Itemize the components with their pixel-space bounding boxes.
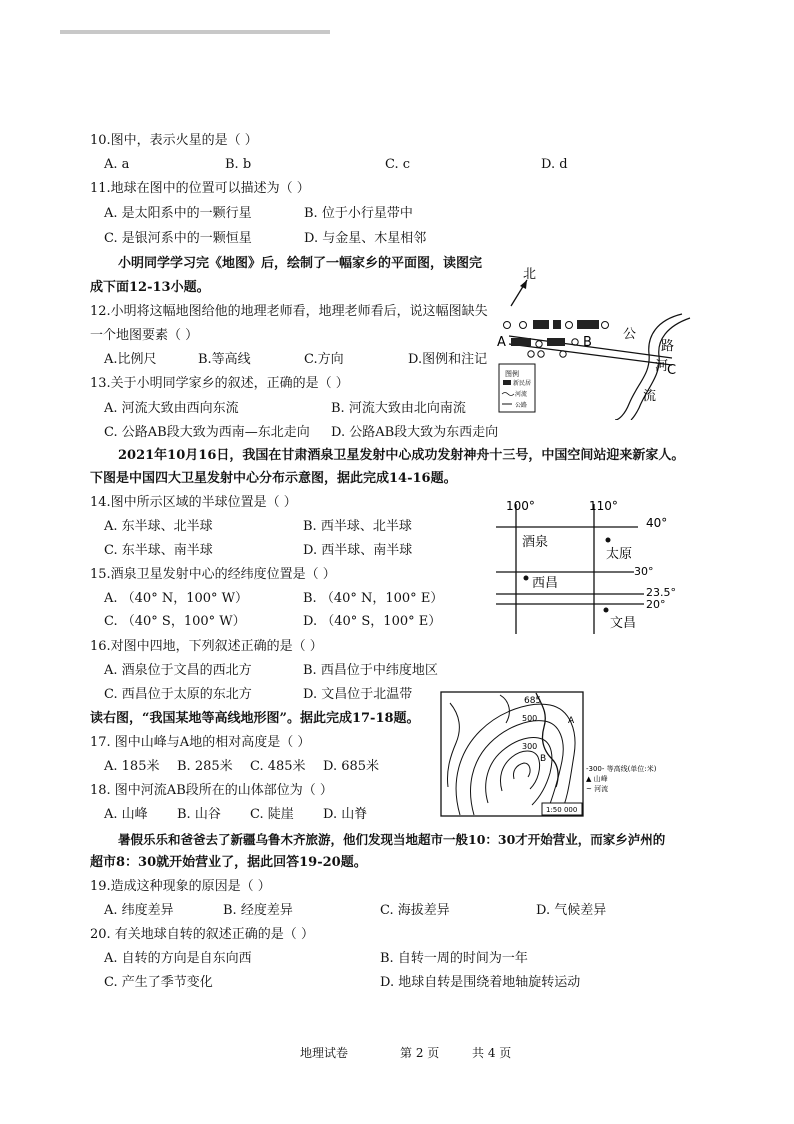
city-jiuquan: 酒泉 bbox=[522, 535, 549, 550]
q20-stem: 20. 有关地球自转的叙述正确的是（ ） bbox=[90, 927, 314, 942]
contour-500: 500 bbox=[522, 714, 538, 723]
q20-option-a: A. 自转的方向是自东向西 bbox=[104, 951, 252, 966]
q18-option-c: C. 陡崖 bbox=[250, 807, 294, 822]
village-row-top bbox=[504, 320, 609, 329]
q14-option-b: B. 西半球、北半球 bbox=[303, 519, 412, 534]
q15-option-d: D. （40° S，100° E） bbox=[303, 614, 442, 629]
city-wenchang: 文昌 bbox=[610, 616, 637, 631]
q12-option-d: D.图例和注记 bbox=[408, 352, 488, 367]
q20-option-b: B. 自转一周的时间为一年 bbox=[380, 951, 528, 966]
q16-option-c: C. 西昌位于太原的东北方 bbox=[104, 687, 252, 702]
intro19-line2: 超市8：30就开始营业了，据此回答19-20题。 bbox=[90, 855, 367, 870]
q13-option-c: C. 公路AB段大致为西南—东北走向 bbox=[104, 425, 310, 440]
q11-option-d: D. 与金星、木星相邻 bbox=[304, 231, 427, 246]
legend-title: 图例 bbox=[505, 370, 519, 378]
footer-page: 第 2 页 bbox=[400, 1046, 440, 1060]
lon-110-label: 110° bbox=[589, 499, 618, 513]
river-label-1: 河 bbox=[655, 359, 669, 374]
intro12-line1: 小明同学学习完《地图》后，绘制了一幅家乡的平面图，读图完 bbox=[118, 256, 483, 271]
legend-item-3: 公路 bbox=[515, 402, 528, 409]
q18-stem: 18. 图中河流AB段所在的山体部位为（ ） bbox=[90, 783, 333, 798]
q15-stem: 15.酒泉卫星发射中心的经纬度位置是（ ） bbox=[90, 567, 336, 582]
q15-option-b: B. （40° N，100° E） bbox=[303, 591, 444, 606]
q19-option-b: B. 经度差异 bbox=[223, 903, 293, 918]
q13-stem: 13.关于小明同学家乡的叙述，正确的是（ ） bbox=[90, 376, 349, 391]
q12-option-c: C.方向 bbox=[304, 352, 344, 367]
q17-stem: 17. 图中山峰与A地的相对高度是（ ） bbox=[90, 735, 311, 750]
q12-stem-line1: 12.小明将这幅地图给他的地理老师看，地理老师看后，说这幅图缺失 bbox=[90, 304, 488, 319]
q18-option-a: A. 山峰 bbox=[104, 807, 148, 822]
header-scan-noise bbox=[60, 30, 330, 34]
peak-elevation: 685 bbox=[524, 696, 542, 706]
map-scale: 1:50 000 bbox=[546, 806, 578, 814]
q12-option-a: A.比例尺 bbox=[104, 352, 157, 367]
lon-100-label: 100° bbox=[506, 499, 535, 513]
legend-item-2: 河流 bbox=[515, 391, 528, 398]
q11-option-a: A. 是太阳系中的一颗行星 bbox=[104, 206, 252, 221]
contour-legend-2: ▲ 山峰 bbox=[586, 775, 608, 783]
q15-option-a: A. （40° N，100° W） bbox=[104, 591, 249, 606]
road-label-1: 公 bbox=[623, 327, 637, 342]
intro14-line1: 2021年10月16日，我国在甘肃酒泉卫星发射中心成功发射神舟十三号，中国空间站迎来新家人。 bbox=[118, 448, 685, 463]
q17-option-c: C. 485米 bbox=[250, 759, 306, 774]
q17-option-b: B. 285米 bbox=[177, 759, 233, 774]
q13-option-a: A. 河流大致由西向东流 bbox=[104, 401, 239, 416]
river-label-2: 流 bbox=[643, 389, 657, 404]
north-label: 北 bbox=[523, 267, 537, 282]
q19-option-c: C. 海拔差异 bbox=[380, 903, 450, 918]
q12-stem-line2: 一个地图要素（ ） bbox=[90, 328, 199, 343]
intro12-line2: 成下面12-13小题。 bbox=[90, 280, 210, 295]
q16-option-b: B. 西昌位于中纬度地区 bbox=[303, 663, 438, 678]
q14-option-c: C. 东半球、南半球 bbox=[104, 543, 213, 558]
lat-40-label: 40° bbox=[646, 516, 668, 530]
point-b-contour: B bbox=[540, 754, 547, 764]
city-taiyuan: 太原 bbox=[606, 547, 633, 562]
contour-legend-3: ~ 河流 bbox=[586, 785, 609, 793]
q17-option-d: D. 685米 bbox=[323, 759, 380, 774]
q15-option-c: C. （40° S，100° W） bbox=[104, 614, 246, 629]
q14-option-a: A. 东半球、北半球 bbox=[104, 519, 213, 534]
q12-option-b: B.等高线 bbox=[198, 352, 251, 367]
intro14-line2: 下图是中国四大卫星发射中心分布示意图，据此完成14-16题。 bbox=[90, 471, 457, 486]
contour-map bbox=[440, 691, 710, 817]
q14-stem: 14.图中所示区域的半球位置是（ ） bbox=[90, 495, 297, 510]
legend-item-1: 新民居 bbox=[513, 380, 532, 387]
q19-stem: 19.造成这种现象的原因是（ ） bbox=[90, 879, 271, 894]
intro17-line: 读右图，“我国某地等高线地形图”。据此完成17-18题。 bbox=[90, 711, 420, 726]
q16-stem: 16.对图中四地，下列叙述正确的是（ ） bbox=[90, 639, 323, 654]
q18-option-b: B. 山谷 bbox=[177, 807, 221, 822]
q11-option-b: B. 位于小行星带中 bbox=[304, 206, 413, 221]
q11-stem: 11.地球在图中的位置可以描述为（ ） bbox=[90, 181, 310, 196]
q19-option-d: D. 气候差异 bbox=[536, 903, 607, 918]
hometown-map bbox=[497, 258, 694, 420]
q16-option-d: D. 文昌位于北温带 bbox=[303, 687, 413, 702]
q10-option-a: A. a bbox=[104, 157, 130, 172]
footer-subject: 地理试卷 bbox=[300, 1046, 349, 1060]
q10-option-b: B. b bbox=[225, 157, 252, 172]
point-b-label: B bbox=[583, 335, 592, 350]
contour-legend-1: -300- 等高线(单位:米) bbox=[586, 765, 657, 773]
map1-legend bbox=[499, 364, 535, 412]
city-xichang: 西昌 bbox=[532, 576, 559, 591]
q11-option-c: C. 是银河系中的一颗恒星 bbox=[104, 231, 252, 246]
lat-20-label: 20° bbox=[646, 598, 666, 611]
q16-option-a: A. 酒泉位于文昌的西北方 bbox=[104, 663, 252, 678]
q10-stem: 10.图中，表示火星的是（ ） bbox=[90, 133, 258, 148]
lat-30-label: 30° bbox=[634, 565, 654, 578]
q17-option-a: A. 185米 bbox=[104, 759, 160, 774]
q20-option-c: C. 产生了季节变化 bbox=[104, 975, 213, 990]
launch-center-map bbox=[496, 496, 692, 636]
point-c-label: C bbox=[667, 363, 677, 378]
road-label-2: 路 bbox=[661, 339, 675, 354]
intro19-line1: 暑假乐乐和爸爸去了新疆乌鲁木齐旅游，他们发现当地超市一般10：30才开始营业，而家乡泸州的 bbox=[118, 832, 666, 847]
q18-option-d: D. 山脊 bbox=[323, 807, 368, 822]
point-a-label: A bbox=[497, 335, 506, 350]
point-a-contour: A bbox=[568, 716, 575, 726]
lat-23-label: 23.5° bbox=[646, 586, 676, 599]
q20-option-d: D. 地球自转是围绕着地轴旋转运动 bbox=[380, 975, 581, 990]
q10-option-d: D. d bbox=[541, 157, 568, 172]
q13-option-d: D. 公路AB段大致为东西走向 bbox=[331, 425, 499, 440]
contour-300: 300 bbox=[522, 742, 538, 751]
q13-option-b: B. 河流大致由北向南流 bbox=[331, 401, 466, 416]
q14-option-d: D. 西半球、南半球 bbox=[303, 543, 413, 558]
q19-option-a: A. 纬度差异 bbox=[104, 903, 174, 918]
footer-total: 共 4 页 bbox=[472, 1046, 512, 1060]
north-arrow bbox=[511, 280, 527, 306]
q10-option-c: C. c bbox=[385, 157, 411, 172]
